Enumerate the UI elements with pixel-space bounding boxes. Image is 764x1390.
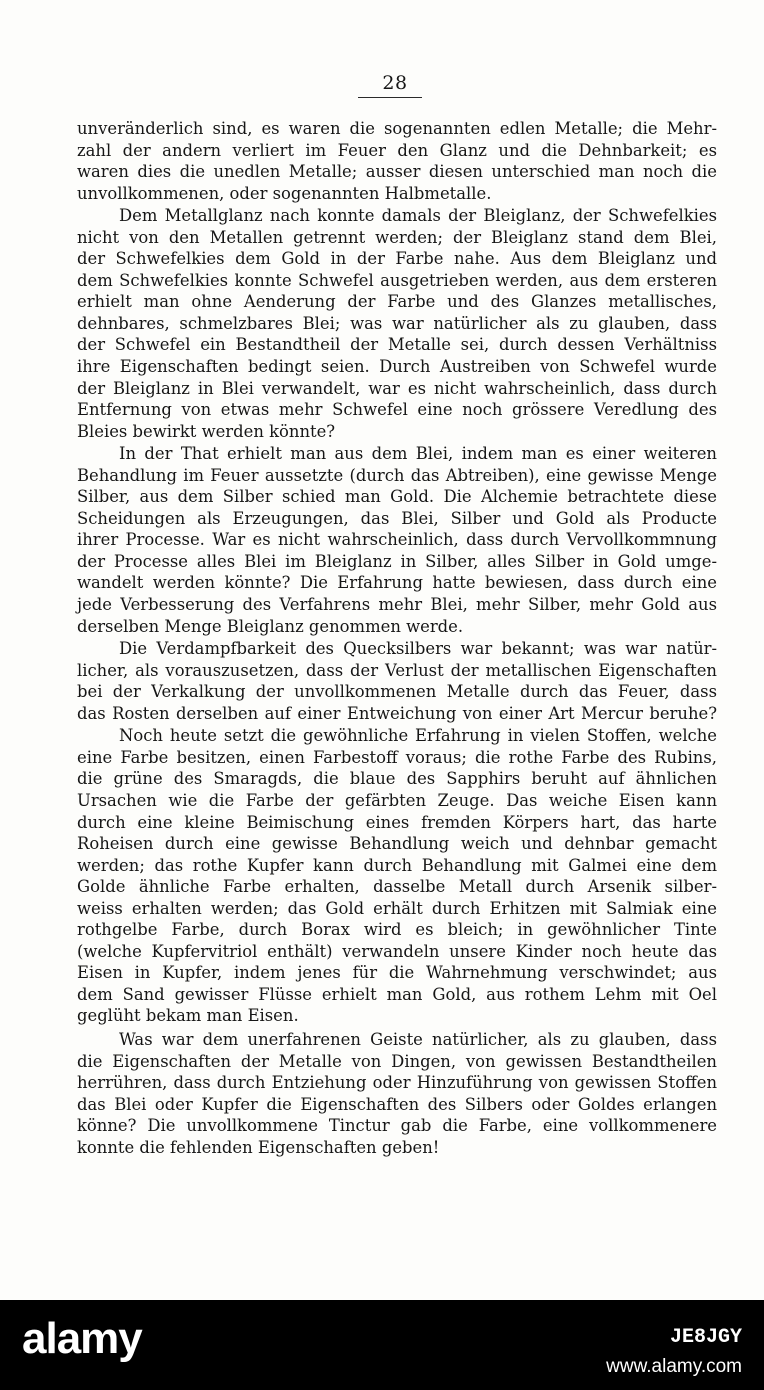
text-line: Dem Metallglanz nach konnte damals der Bleiglanz, der Schwefelkies <box>119 206 717 226</box>
text-line: Noch heute setzt die gewöhnliche Erfahrung in vielen Stoffen, welche <box>119 726 717 746</box>
text-line: jede Verbesserung des Verfahrens mehr Blei, mehr Silber, mehr Gold aus <box>77 595 717 615</box>
paragraph-6 <box>77 1029 717 1158</box>
paragraph-2 <box>77 205 717 442</box>
text-line: rothgelbe Farbe, durch Borax wird es bleich; in gewöhnlicher Tinte <box>77 920 717 940</box>
text-line: Die Verdampfbarkeit des Quecksilbers war bekannt; was war natür- <box>119 639 717 659</box>
text-line: Bleies bewirkt werden könnte? <box>77 421 336 441</box>
watermark-url: www.alamy.com <box>606 1356 742 1377</box>
text-line: der Processe alles Blei im Bleiglanz in Silber, alles Silber in Gold umge- <box>77 551 717 571</box>
text-line: der Schwefelkies dem Gold in der Farbe nahe. Aus dem Bleiglanz und <box>77 249 717 269</box>
text-line: Scheidungen als Erzeugungen, das Blei, Silber und Gold als Producte <box>77 508 717 528</box>
text-line: das Rosten derselben auf einer Entweichung von einer Art Mercur beruhe? <box>77 703 717 723</box>
text-line: derselben Menge Bleiglanz genommen werde. <box>77 616 464 636</box>
text-line: geglüht bekam man Eisen. <box>77 1006 299 1026</box>
text-line: Ursachen wie die Farbe der gefärbten Zeuge. Das weiche Eisen kann <box>77 790 717 810</box>
text-line: könne? Die unvollkommene Tinctur gab die Farbe, eine vollkommenere <box>77 1116 717 1136</box>
text-line: ihrer Processe. War es nicht wahrscheinlich, dass durch Vervollkommnung <box>77 530 717 550</box>
text-line: Was war dem unerfahrenen Geiste natürlicher, als zu glauben, dass <box>119 1029 717 1049</box>
text-line: Golde ähnliche Farbe erhalten, dasselbe Metall durch Arsenik silber- <box>77 877 717 897</box>
paragraph-4 <box>77 638 717 724</box>
text-line: die grüne des Smaragds, die blaue des Sapphirs beruht auf ähnlichen <box>77 769 717 789</box>
image-id-label: JE8JGY <box>669 1326 742 1349</box>
text-line: dem Schwefelkies konnte Schwefel ausgetrieben werden, aus dem ersteren <box>77 270 717 290</box>
paragraph-1 <box>77 118 717 204</box>
text-line: unveränderlich sind, es waren die sogenannten edlen Metalle; die Mehr- <box>77 119 717 138</box>
text-line: der Bleiglanz in Blei verwandelt, war es nicht wahrscheinlich, dass durch <box>77 378 717 398</box>
watermark-banner <box>0 1300 764 1390</box>
text-line: erhielt man ohne Aenderung der Farbe und des Glanzes metallisches, <box>77 292 717 312</box>
text-line: der Schwefel ein Bestandtheil der Metalle sei, durch dessen Verhältniss <box>77 335 717 355</box>
text-line: durch eine kleine Beimischung eines fremden Körpers hart, das harte <box>77 812 717 832</box>
page-number: 28 <box>382 72 408 94</box>
text-line: zahl der andern verliert im Feuer den Glanz und die Dehnbarkeit; es <box>77 140 717 160</box>
paragraph-5 <box>77 725 717 1027</box>
paragraph-3 <box>77 443 717 637</box>
text-line: herrühren, dass durch Entziehung oder Hinzuführung von gewissen Stoffen <box>77 1073 717 1093</box>
text-line: eine Farbe besitzen, einen Farbestoff voraus; die rothe Farbe des Rubins, <box>77 747 717 767</box>
text-line: waren dies die unedlen Metalle; ausser diesen unterschied man noch die <box>77 162 717 182</box>
text-line: nicht von den Metallen getrennt werden; der Bleiglanz stand dem Blei, <box>77 227 717 247</box>
page-number-rule <box>358 97 422 98</box>
text-line: licher, als vorauszusetzen, dass der Verlust der metallischen Eigenschaften <box>77 660 717 680</box>
text-line: In der That erhielt man aus dem Blei, indem man es einer weiteren <box>119 444 717 464</box>
text-line: weiss erhalten werden; das Gold erhält durch Erhitzen mit Salmiak eine <box>77 898 717 918</box>
text-line: Silber, aus dem Silber schied man Gold. Die Alchemie betrachtete diese <box>77 487 717 507</box>
text-line: die Eigenschaften der Metalle von Dingen, von gewissen Bestandtheilen <box>77 1051 717 1071</box>
text-line: ihre Eigenschaften bedingt seien. Durch Austreiben von Schwefel wurde <box>77 357 717 377</box>
body-text <box>77 118 717 1160</box>
text-line: Eisen in Kupfer, indem jenes für die Wahrnehmung verschwindet; aus <box>77 963 717 983</box>
text-line: Entfernung von etwas mehr Schwefel eine noch grössere Veredlung des <box>77 400 717 420</box>
text-line: konnte die fehlenden Eigenschaften geben! <box>77 1137 440 1157</box>
text-line: Behandlung im Feuer aussetzte (durch das Abtreiben), eine gewisse Menge <box>77 465 717 485</box>
text-line: das Blei oder Kupfer die Eigenschaften des Silbers oder Goldes erlangen <box>77 1094 717 1114</box>
alamy-logo: alamy <box>22 1314 142 1363</box>
text-line: Roheisen durch eine gewisse Behandlung weich und dehnbar gemacht <box>77 834 717 854</box>
text-line: werden; das rothe Kupfer kann durch Behandlung mit Galmei eine dem <box>77 855 717 875</box>
text-line: dehnbares, schmelzbares Blei; was war natürlicher als zu glauben, dass <box>77 313 717 333</box>
text-line: unvollkommenen, oder sogenannten Halbmetalle. <box>77 183 492 203</box>
text-line: bei der Verkalkung der unvollkommenen Metalle durch das Feuer, dass <box>77 682 717 702</box>
text-line: (welche Kupfervitriol enthält) verwandeln unsere Kinder noch heute das <box>77 941 717 961</box>
text-line: dem Sand gewisser Flüsse erhielt man Gold, aus rothem Lehm mit Oel <box>77 984 717 1004</box>
text-line: wandelt werden könnte? Die Erfahrung hatte bewiesen, dass durch eine <box>77 573 717 593</box>
